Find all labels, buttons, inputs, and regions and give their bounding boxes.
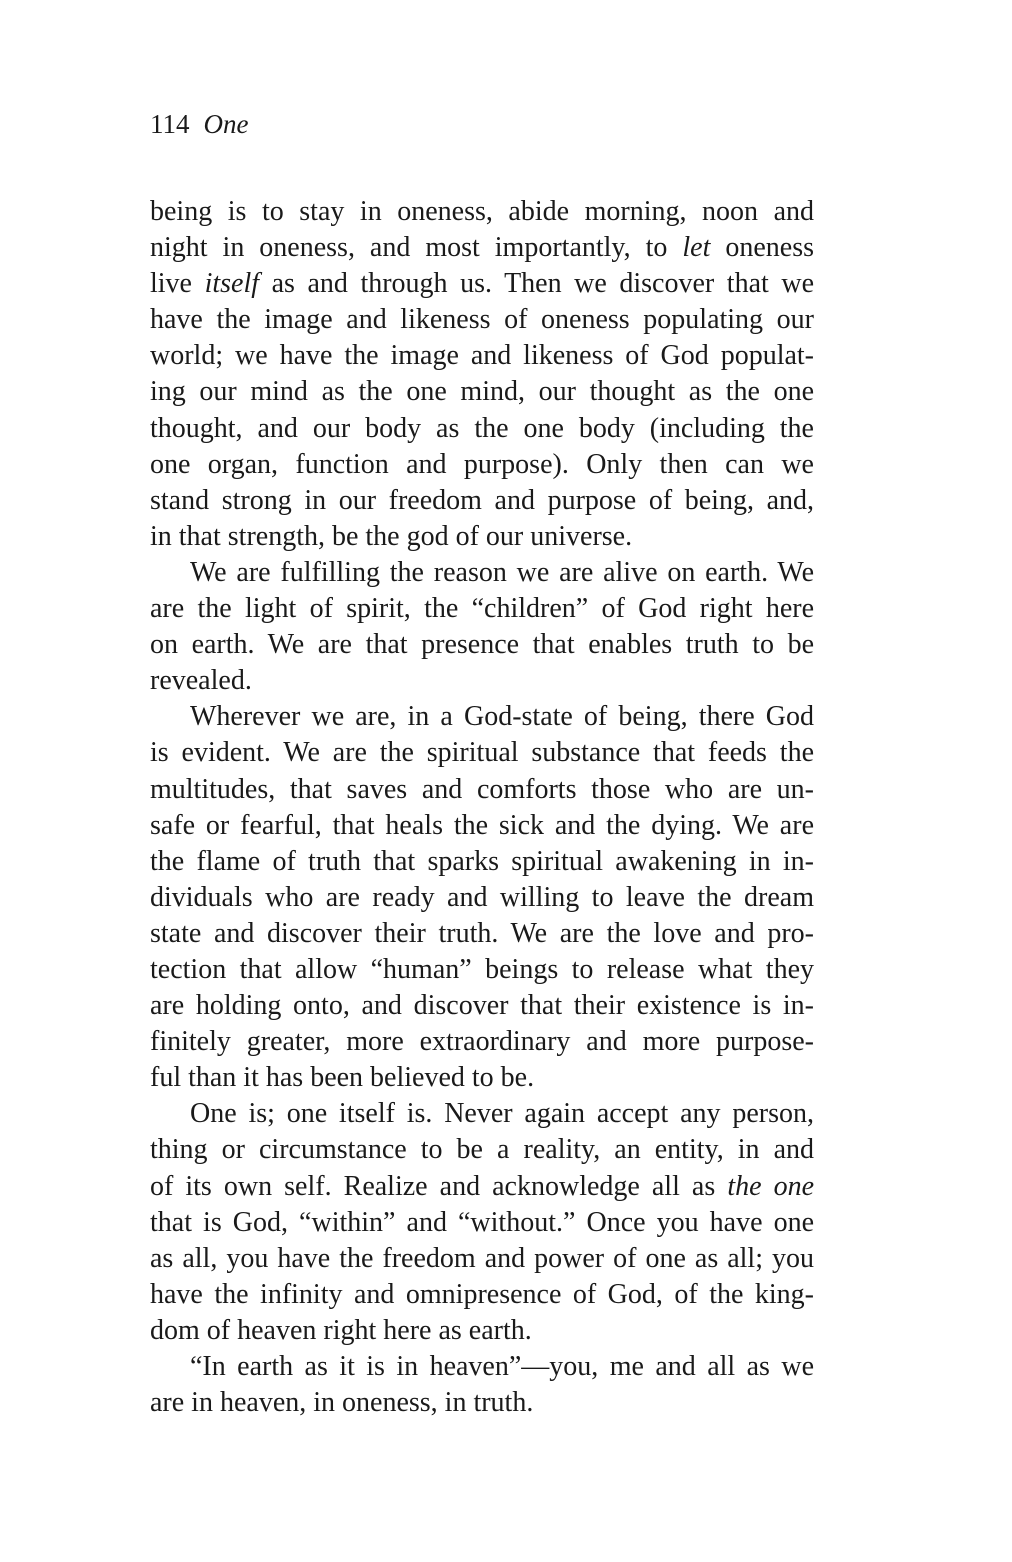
- text-line: [150, 411, 814, 447]
- text-line: [150, 302, 814, 338]
- text-line: [150, 844, 814, 880]
- text-line: [150, 1385, 814, 1421]
- text-line: [150, 230, 814, 266]
- page-number: 114: [150, 109, 190, 139]
- text-segment: dom of heaven right here as earth.: [150, 1314, 532, 1346]
- text-segment: oneness: [710, 232, 814, 264]
- text-segment: multitudes, that saves and comforts those who are un-: [150, 773, 814, 805]
- text-line: [150, 519, 814, 555]
- paragraph: [150, 1349, 814, 1421]
- body-text: [150, 194, 814, 1421]
- chapter-title: One: [203, 109, 249, 139]
- text-line: [150, 699, 814, 735]
- text-line: [150, 1205, 814, 1241]
- text-line: [150, 1313, 814, 1349]
- text-segment: thing or circumstance to be a reality, an entity, in and: [150, 1134, 814, 1166]
- text-segment: are in heaven, in oneness, in truth.: [150, 1387, 534, 1419]
- text-line: [150, 735, 814, 771]
- text-segment: one organ, function and purpose). Only then can we: [150, 448, 814, 480]
- text-line: [150, 1060, 814, 1096]
- text-segment: is evident. We are the spiritual substance that feeds the: [150, 737, 814, 769]
- text-line: [150, 772, 814, 808]
- text-line: [150, 1024, 814, 1060]
- text-segment: night in oneness, and most importantly, to: [150, 232, 683, 264]
- text-segment: live: [150, 268, 205, 300]
- text-segment: We are fulfilling the reason we are alive on earth. We: [190, 556, 814, 588]
- paragraph: [150, 699, 814, 1096]
- text-line: [150, 591, 814, 627]
- text-line: [150, 952, 814, 988]
- italic-text: itself: [204, 268, 260, 300]
- text-line: [150, 266, 814, 302]
- text-segment: thought, and our body as the one body (including the: [150, 412, 814, 444]
- text-segment: being is to stay in oneness, abide morning, noon and: [150, 196, 814, 227]
- text-segment: have the image and likeness of oneness populating our: [150, 304, 814, 336]
- text-segment: as all, you have the freedom and power of one as all; you: [150, 1242, 814, 1274]
- text-segment: in that strength, be the god of our universe.: [150, 520, 633, 552]
- text-segment: the flame of truth that sparks spiritual awakening in in-: [150, 845, 814, 877]
- text-line: [150, 1169, 814, 1205]
- text-line: [150, 988, 814, 1024]
- text-segment: Wherever we are, in a God-state of being, there God: [190, 701, 814, 733]
- text-line: [150, 483, 814, 519]
- text-segment: finitely greater, more extraordinary and more purpose-: [150, 1026, 814, 1058]
- text-segment: stand strong in our freedom and purpose of being, and,: [150, 484, 814, 516]
- italic-text: the one: [727, 1170, 815, 1202]
- text-line: [150, 1132, 814, 1168]
- text-line: [150, 880, 814, 916]
- paragraph: [150, 555, 814, 699]
- text-segment: ful than it has been believed to be.: [150, 1062, 535, 1094]
- text-segment: revealed.: [150, 665, 252, 697]
- text-line: [150, 916, 814, 952]
- text-line: [150, 663, 814, 699]
- text-segment: One is; one itself is. Never again accept any person,: [190, 1098, 814, 1130]
- text-segment: on earth. We are that presence that enables truth to be: [150, 629, 814, 661]
- text-line: [150, 1096, 814, 1132]
- paragraph: [150, 194, 814, 555]
- text-segment: safe or fearful, that heals the sick and the dying. We are: [150, 809, 814, 841]
- text-segment: that is God, “within” and “without.” Once you have one: [150, 1206, 814, 1238]
- paragraph: [150, 1096, 814, 1349]
- text-segment: have the infinity and omnipresence of God, of the king-: [150, 1278, 814, 1310]
- text-line: [150, 338, 814, 374]
- text-segment: are the light of spirit, the “children” of God right here: [150, 593, 814, 625]
- text-line: [150, 1349, 814, 1385]
- text-segment: are holding onto, and discover that their existence is in-: [150, 990, 814, 1022]
- text-line: [150, 194, 814, 230]
- text-segment: as and through us. Then we discover that we: [259, 268, 814, 300]
- text-segment: ing our mind as the one mind, our thought as the one: [150, 376, 814, 408]
- text-segment: world; we have the image and likeness of God populat-: [150, 340, 814, 372]
- text-segment: of its own self. Realize and acknowledge all as: [150, 1170, 728, 1202]
- text-line: [150, 374, 814, 410]
- text-segment: “In earth as it is in heaven”—you, me and all as we: [190, 1351, 814, 1382]
- text-segment: tection that allow “human” beings to release what they: [150, 953, 814, 985]
- text-segment: dividuals who are ready and willing to leave the dream: [150, 881, 814, 913]
- italic-text: let: [682, 232, 711, 264]
- text-line: [150, 1277, 814, 1313]
- text-line: [150, 447, 814, 483]
- text-segment: state and discover their truth. We are the love and pro-: [150, 917, 814, 949]
- running-head: [150, 106, 248, 142]
- text-line: [150, 627, 814, 663]
- text-line: [150, 555, 814, 591]
- text-line: [150, 1241, 814, 1277]
- text-line: [150, 808, 814, 844]
